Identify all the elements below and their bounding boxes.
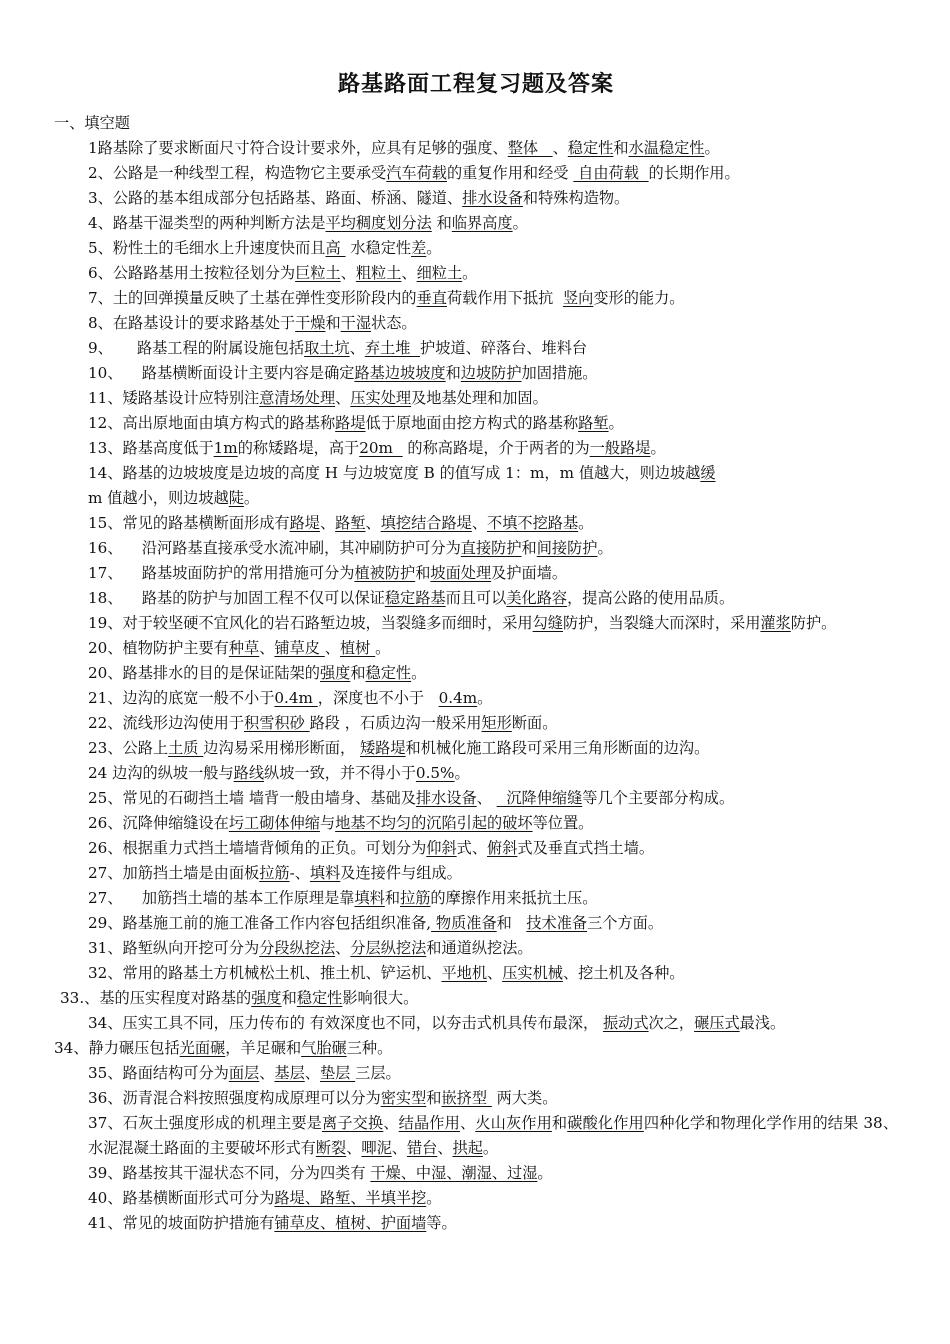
question-text: 、 bbox=[259, 1064, 275, 1082]
document-title: 路基路面工程复习题及答案 bbox=[337, 72, 614, 97]
question-text: 3、公路的基本组成部分包括路基、路面、桥涵、隧道、 bbox=[88, 189, 463, 207]
question-line bbox=[54, 186, 898, 211]
question-line bbox=[54, 311, 898, 336]
question-line bbox=[54, 1186, 898, 1211]
question-text: 断面。 bbox=[511, 714, 558, 732]
question-text: 防护。 bbox=[790, 614, 837, 632]
question-text: 24 边沟的纵坡一般与 bbox=[88, 764, 234, 782]
question-text: 式、 bbox=[456, 839, 488, 857]
question-text: 和通道纵挖法。 bbox=[426, 939, 533, 957]
question-line bbox=[54, 361, 898, 386]
question-text: 、 bbox=[471, 514, 488, 532]
answer-text: 光面碾 bbox=[179, 1039, 226, 1057]
question-text: 。 bbox=[477, 689, 493, 707]
question-text: 低于原地面由挖方构式的路基称 bbox=[365, 414, 579, 432]
answer-text: 技术准备 bbox=[526, 914, 588, 932]
question-text: 的摩擦作用来抵抗土压。 bbox=[430, 889, 598, 907]
question-text: 加固措施。 bbox=[521, 364, 598, 382]
question-text: 等几个主要部分构成。 bbox=[582, 789, 735, 807]
question-line bbox=[54, 561, 898, 586]
question-text: 27、加筋挡土墙是由面板 bbox=[88, 864, 260, 882]
question-text: 。 bbox=[537, 1164, 553, 1182]
question-text: 。 bbox=[426, 1189, 442, 1207]
question-text: 1路基除了要求断面尺寸符合设计要求外，应具有足够的强度、 bbox=[88, 139, 508, 157]
question-text: 22、流线形边沟使用于 bbox=[88, 714, 245, 732]
question-text: 及地基处理和加固。 bbox=[411, 389, 548, 407]
question-text: 9、 路基工程的附属设施包括 bbox=[88, 339, 305, 357]
answer-text: 分层纵挖法 bbox=[350, 939, 427, 957]
question-text: 与 bbox=[319, 814, 336, 832]
answer-text: 碾压式 bbox=[694, 1014, 740, 1032]
question-text: 5、粉性土的毛细水上升速度快而且 bbox=[88, 239, 326, 257]
answer-text: 路堤 bbox=[289, 514, 320, 532]
answer-text: 不填不挖路基 bbox=[487, 514, 579, 532]
answer-text: 路堤、路堑、半填半挖 bbox=[274, 1189, 427, 1207]
question-text: 、 bbox=[391, 1139, 407, 1157]
question-line bbox=[54, 261, 898, 286]
answer-text: 基层 bbox=[274, 1064, 305, 1082]
question-text: 、 bbox=[349, 339, 365, 357]
answer-text: 差 bbox=[411, 239, 427, 257]
question-text: 、 bbox=[365, 514, 381, 532]
question-text: 18、 路基的防护与加固工程不仅可以保证 bbox=[88, 589, 385, 607]
question-text: 等位置。 bbox=[532, 814, 594, 832]
question-text: 的重复作用和经受 bbox=[446, 164, 574, 182]
question-text: 。 bbox=[482, 1139, 499, 1157]
question-text: 和 bbox=[496, 914, 527, 932]
question-text: 。 bbox=[375, 639, 391, 657]
question-text: 两大类。 bbox=[491, 1089, 558, 1107]
question-text: 、 bbox=[319, 514, 336, 532]
answer-text: 嵌挤型 bbox=[441, 1089, 492, 1107]
answer-text: 拉筋 bbox=[259, 864, 290, 882]
answer-text: 1m bbox=[213, 439, 238, 457]
question-text: 4、路基干湿类型的两种判断方法是 bbox=[88, 214, 326, 232]
answer-text: 0.4m bbox=[438, 689, 478, 707]
answer-text: 铺草皮、植树、护面墙 bbox=[274, 1214, 427, 1232]
answer-text: 排水设备 bbox=[462, 189, 523, 207]
question-text: 、 bbox=[335, 939, 351, 957]
question-line bbox=[54, 1011, 898, 1036]
answer-text: 勾缝 bbox=[532, 614, 563, 632]
question-line bbox=[54, 861, 898, 886]
answer-text: 缓 bbox=[700, 464, 716, 482]
question-line bbox=[54, 1211, 898, 1236]
answer-text: 意清场处理 bbox=[259, 389, 336, 407]
answer-text: 干燥、中湿、潮湿、过湿 bbox=[370, 1164, 538, 1182]
answer-text: 强度 bbox=[251, 989, 282, 1007]
answer-text: 路堑 bbox=[578, 414, 609, 432]
question-text: 39、路基按其干湿状态不同，分为四类有 bbox=[88, 1164, 371, 1182]
question-text: 12、高出原地面由填方构式的路基称 bbox=[88, 414, 336, 432]
answer-text: 断裂 bbox=[315, 1139, 347, 1157]
question-text: 等。 bbox=[426, 1214, 457, 1232]
question-text: 和 bbox=[350, 664, 366, 682]
answer-text: 离子交换 bbox=[322, 1114, 384, 1132]
answer-text: 结晶作用 bbox=[398, 1114, 460, 1132]
question-text: 41、常见的坡面防护措施有 bbox=[88, 1214, 275, 1232]
question-line bbox=[54, 786, 898, 811]
answer-text: 弃土堆 bbox=[364, 339, 421, 357]
question-text: 31、路堑纵向开挖可分为 bbox=[88, 939, 260, 957]
question-line bbox=[54, 511, 898, 536]
answer-text: 稳定性 bbox=[296, 989, 343, 1007]
answer-text: 路线 bbox=[233, 764, 265, 782]
question-text: 。 bbox=[426, 239, 442, 257]
question-line bbox=[54, 736, 898, 761]
answer-text: 压实处理 bbox=[350, 389, 412, 407]
question-text: 及护面墙。 bbox=[491, 564, 568, 582]
question-line bbox=[54, 436, 898, 461]
question-line bbox=[54, 836, 898, 861]
question-text: 路段 ，石质边沟一般采用 bbox=[309, 714, 482, 732]
question-text: 37、石灰土强度形成的机理主要是 bbox=[88, 1114, 323, 1132]
question-line bbox=[54, 161, 898, 186]
answer-text: 巨粒土 bbox=[295, 264, 341, 282]
answer-text: 自由荷载 bbox=[573, 164, 649, 182]
question-line bbox=[54, 661, 898, 686]
question-text: 29、路基施工前的施工准备工作内容包括组织准备, bbox=[88, 914, 432, 932]
question-line bbox=[54, 236, 898, 261]
question-text: 、 bbox=[401, 264, 417, 282]
question-text: 、 bbox=[340, 264, 356, 282]
answer-text: 唧泥 bbox=[361, 1139, 392, 1157]
answer-text: 细粒土 bbox=[416, 264, 463, 282]
question-line bbox=[54, 1036, 898, 1061]
question-text: 和 bbox=[613, 139, 629, 157]
answer-text: 物质准备 bbox=[431, 914, 497, 932]
question-text: 、 bbox=[459, 1114, 476, 1132]
question-text: 。 bbox=[650, 439, 666, 457]
question-text: 和 bbox=[384, 889, 401, 907]
question-text: 26、沉降伸缩缝设在 bbox=[88, 814, 229, 832]
answer-text: 铺草皮 bbox=[274, 639, 325, 657]
question-text: 荷载作用下抵抗 bbox=[446, 289, 563, 307]
question-text: 、 bbox=[304, 1064, 320, 1082]
answer-text: 仰斜 bbox=[426, 839, 457, 857]
question-text: ，提高公路的使用品质。 bbox=[567, 589, 735, 607]
answer-text: 0.5% bbox=[415, 764, 455, 782]
question-text: 17、 路基坡面防护的常用措施可分为 bbox=[88, 564, 355, 582]
question-text: 、挖土机及各种。 bbox=[562, 964, 685, 982]
question-line bbox=[54, 1161, 898, 1186]
question-text: 。 bbox=[512, 214, 528, 232]
answer-text: 平均稠度划分法 bbox=[325, 214, 432, 232]
question-line bbox=[54, 761, 898, 786]
question-text: 20、植物防护主要有 bbox=[88, 639, 229, 657]
question-text: 13、路基高度低于 bbox=[88, 439, 214, 457]
answer-text: 密实型 bbox=[380, 1089, 427, 1107]
question-text: 11、矮路基设计应特别注 bbox=[88, 389, 260, 407]
question-text: 10、 路基横断面设计主要内容是确定 bbox=[88, 364, 355, 382]
question-text: 25、常见的石砌挡土墙 墙背一般由墙身、基础及 bbox=[88, 789, 416, 807]
answer-text: 垂直 bbox=[416, 289, 447, 307]
question-text: 。 bbox=[411, 664, 427, 682]
question-text: 变形的能力。 bbox=[593, 289, 685, 307]
question-text: 23、公路上 bbox=[88, 739, 169, 757]
question-line bbox=[54, 911, 898, 936]
question-text: 36、沥青混合料按照强度构成原理可以分为 bbox=[88, 1089, 381, 1107]
question-line bbox=[54, 986, 898, 1011]
question-text: 14、路基的边坡坡度是边坡的高度 H 与边坡宽度 B 的值写成 1：m，m 值越大，则边坡越 bbox=[88, 464, 701, 482]
answer-text: 矩形 bbox=[481, 714, 512, 732]
answer-text: 填料 bbox=[354, 889, 385, 907]
question-text: 及连接件与组成。 bbox=[340, 864, 462, 882]
question-line bbox=[54, 1111, 898, 1161]
answer-text: 稳定路基 bbox=[384, 589, 446, 607]
question-text: 的称高路堤，介于两者的为 bbox=[402, 439, 590, 457]
question-line bbox=[54, 536, 898, 561]
answer-text: 陡 bbox=[228, 489, 244, 507]
answer-text: 灌浆 bbox=[760, 614, 791, 632]
question-text: 的长期作用。 bbox=[648, 164, 740, 182]
answer-text: 直接防护 bbox=[460, 539, 522, 557]
question-text: 、 bbox=[487, 964, 503, 982]
question-text: 、 bbox=[259, 639, 275, 657]
question-text: 和 bbox=[426, 1089, 442, 1107]
answer-text: 路堑 bbox=[335, 514, 366, 532]
question-line bbox=[54, 1086, 898, 1111]
question-line bbox=[54, 286, 898, 311]
answer-text: 排水设备 bbox=[415, 789, 477, 807]
answer-text: 强度 bbox=[319, 664, 351, 682]
question-text: 次之， bbox=[648, 1014, 695, 1032]
question-text: 。 bbox=[578, 514, 594, 532]
answer-text: 美化路容 bbox=[506, 589, 568, 607]
answer-text: 路基边坡坡度 bbox=[354, 364, 446, 382]
question-line bbox=[54, 636, 898, 661]
question-text: 33.、基的压实程度对路基的 bbox=[60, 989, 252, 1007]
question-text: 和 bbox=[551, 1114, 568, 1132]
answer-text: 20m bbox=[359, 439, 403, 457]
question-text: 三种。 bbox=[346, 1039, 393, 1057]
answer-text: 平地机 bbox=[441, 964, 488, 982]
answer-text: 植树 bbox=[339, 639, 376, 657]
question-text: 19、对于较坚硬不宜风化的岩石路堑边坡，当裂缝多而细时，采用 bbox=[88, 614, 533, 632]
question-line bbox=[54, 461, 898, 486]
question-text: 四种化学和物理化学作用的结果 38、水泥混凝土路面的主要破坏形式有 bbox=[88, 1114, 899, 1157]
question-text: 。 bbox=[608, 414, 624, 432]
answer-text: 拱起 bbox=[452, 1139, 483, 1157]
question-line bbox=[54, 811, 898, 836]
question-text: 40、路基横断面形式可分为 bbox=[88, 1189, 275, 1207]
question-text: 、 bbox=[383, 1114, 399, 1132]
question-text: 15、常见的路基横断面形成有 bbox=[88, 514, 290, 532]
question-line bbox=[54, 411, 898, 436]
question-line bbox=[54, 611, 898, 636]
question-text: 、 bbox=[335, 389, 351, 407]
question-text: 35、路面结构可分为 bbox=[88, 1064, 229, 1082]
question-line bbox=[54, 211, 898, 236]
question-line bbox=[54, 136, 898, 161]
answer-text: 振动式 bbox=[602, 1014, 649, 1032]
answer-text: 矮路堤 bbox=[359, 739, 406, 757]
question-text: 32、常用的路基土方机械松土机、推土机、铲运机、 bbox=[88, 964, 442, 982]
question-text: 和 bbox=[431, 214, 452, 232]
answer-text: 碳酸化作用 bbox=[567, 1114, 644, 1132]
answer-text: 水温稳定性 bbox=[628, 139, 705, 157]
answer-text: 高 bbox=[325, 239, 346, 257]
question-text: 和 bbox=[325, 314, 341, 332]
answer-text: 植被防护 bbox=[354, 564, 416, 582]
answer-text: 边坡防护 bbox=[460, 364, 522, 382]
question-text: 和 bbox=[521, 539, 537, 557]
question-text: 和特殊构造物。 bbox=[522, 189, 630, 207]
answer-text: 积雪积砂 bbox=[244, 714, 310, 732]
question-text: 纵坡一致，并不得小于 bbox=[264, 764, 416, 782]
answer-text: 气胎碾 bbox=[301, 1039, 347, 1057]
question-text: 最浅。 bbox=[739, 1014, 786, 1032]
answer-text: 分段纵挖法 bbox=[259, 939, 336, 957]
question-text: 而且可以 bbox=[445, 589, 507, 607]
answer-text: 圬工砌体伸缩 bbox=[228, 814, 320, 832]
question-text: 、 bbox=[552, 139, 568, 157]
question-text: 、 bbox=[324, 639, 340, 657]
question-text: ，羊足碾和 bbox=[225, 1039, 302, 1057]
answer-text: 错台 bbox=[406, 1139, 438, 1157]
question-text: 。 bbox=[454, 764, 470, 782]
question-text: 8、在路基设计的要求路基处于 bbox=[88, 314, 296, 332]
question-text: 。 bbox=[243, 489, 260, 507]
question-list bbox=[54, 136, 898, 1236]
question-text: 防护，当裂缝大而深时，采用 bbox=[562, 614, 761, 632]
question-text: 2、公路是一种线型工程，构造物它主要承受 bbox=[88, 164, 387, 182]
question-text: 16、 沿河路基直接承受水流冲刷，其冲刷防护可分为 bbox=[88, 539, 461, 557]
question-text: 和 bbox=[415, 564, 431, 582]
answer-text: 一般路堤 bbox=[589, 439, 651, 457]
answer-text: 填挖结合路堤 bbox=[380, 514, 472, 532]
answer-text: 汽车荷载 bbox=[386, 164, 447, 182]
answer-text: 稳定性 bbox=[567, 139, 614, 157]
answer-text: 路堤 bbox=[335, 414, 366, 432]
answer-text: 火山灰作用 bbox=[475, 1114, 552, 1132]
answer-text: 压实机械 bbox=[502, 964, 563, 982]
question-text: 34、静力碾压包括 bbox=[54, 1039, 180, 1057]
question-text: ，深度也不小于 bbox=[317, 689, 439, 707]
question-text: 边沟易采用梯形断面， bbox=[203, 739, 360, 757]
question-text: 水稳定性 bbox=[345, 239, 412, 257]
question-text: 三层。 bbox=[355, 1064, 401, 1082]
answer-text: 干湿 bbox=[340, 314, 372, 332]
question-text: 、 bbox=[476, 789, 497, 807]
answer-text: 整体 bbox=[507, 139, 553, 157]
question-text: m 值越小，则边坡越 bbox=[88, 489, 229, 507]
question-text: 7、土的回弹摸量反映了土基在弹性变形阶段内的 bbox=[88, 289, 417, 307]
answer-text: 拉筋 bbox=[400, 889, 431, 907]
answer-text: 俯斜 bbox=[487, 839, 518, 857]
question-text: 状态。 bbox=[371, 314, 417, 332]
answer-text: 土质 bbox=[168, 739, 204, 757]
answer-text: 沉降伸缩缝 bbox=[496, 789, 583, 807]
question-text: 和 bbox=[445, 364, 461, 382]
question-text: 21、边沟的底宽一般不小于 bbox=[88, 689, 275, 707]
answer-text: 垫层 bbox=[319, 1064, 356, 1082]
answer-text: 稳定性 bbox=[365, 664, 412, 682]
answer-text: 干燥 bbox=[295, 314, 326, 332]
question-text: 。 bbox=[462, 264, 478, 282]
question-line bbox=[54, 336, 898, 361]
section-heading: 一、填空题 bbox=[54, 114, 130, 132]
answer-text: 间接防护 bbox=[536, 539, 598, 557]
question-line bbox=[54, 1061, 898, 1086]
question-text: 三个方面。 bbox=[587, 914, 664, 932]
question-line bbox=[54, 711, 898, 736]
question-text: 6、公路路基用土按粒径划分为 bbox=[88, 264, 296, 282]
answer-text: 填料 bbox=[309, 864, 341, 882]
question-text: 影响很大。 bbox=[342, 989, 419, 1007]
question-text: 式及垂直式挡土墙。 bbox=[517, 839, 655, 857]
answer-text: 0.4m bbox=[274, 689, 318, 707]
answer-text: 临界高度 bbox=[451, 214, 513, 232]
question-text: 20、路基排水的目的是保证陆架的 bbox=[88, 664, 320, 682]
answer-text: 地基不均匀的沉陷引起的破坏 bbox=[335, 814, 533, 832]
answer-text: 种草 bbox=[228, 639, 260, 657]
question-line bbox=[54, 686, 898, 711]
question-text: 和 bbox=[281, 989, 297, 1007]
answer-text: 面层 bbox=[228, 1064, 260, 1082]
question-text: 、 bbox=[346, 1139, 362, 1157]
question-line bbox=[54, 486, 898, 511]
question-text: 的称矮路堤，高于 bbox=[237, 439, 360, 457]
question-text: 护坡道、碎落台、堆料台 bbox=[420, 339, 588, 357]
answer-text: 粗粒土 bbox=[355, 264, 402, 282]
answer-text: 竖向 bbox=[562, 289, 594, 307]
question-line bbox=[54, 961, 898, 986]
question-text: 27、 加筋挡土墙的基本工作原理是靠 bbox=[88, 889, 355, 907]
question-text: 。 bbox=[597, 539, 613, 557]
question-line bbox=[54, 936, 898, 961]
answer-text: 坡面处理 bbox=[430, 564, 492, 582]
answer-text: 取土坑 bbox=[304, 339, 350, 357]
question-text: 。 bbox=[704, 139, 720, 157]
question-text: 26、根据重力式挡土墙墙背倾角的正负。可划分为 bbox=[88, 839, 427, 857]
question-line bbox=[54, 386, 898, 411]
question-text: -、 bbox=[289, 864, 310, 882]
question-text: 、 bbox=[437, 1139, 453, 1157]
question-line bbox=[54, 886, 898, 911]
question-text: 和机械化施工路段可采用三角形断面的边沟。 bbox=[405, 739, 710, 757]
question-line bbox=[54, 586, 898, 611]
question-text: 34、压实工具不同，压力传布的 有效深度也不同，以夯击式机具传布最深， bbox=[88, 1014, 603, 1032]
